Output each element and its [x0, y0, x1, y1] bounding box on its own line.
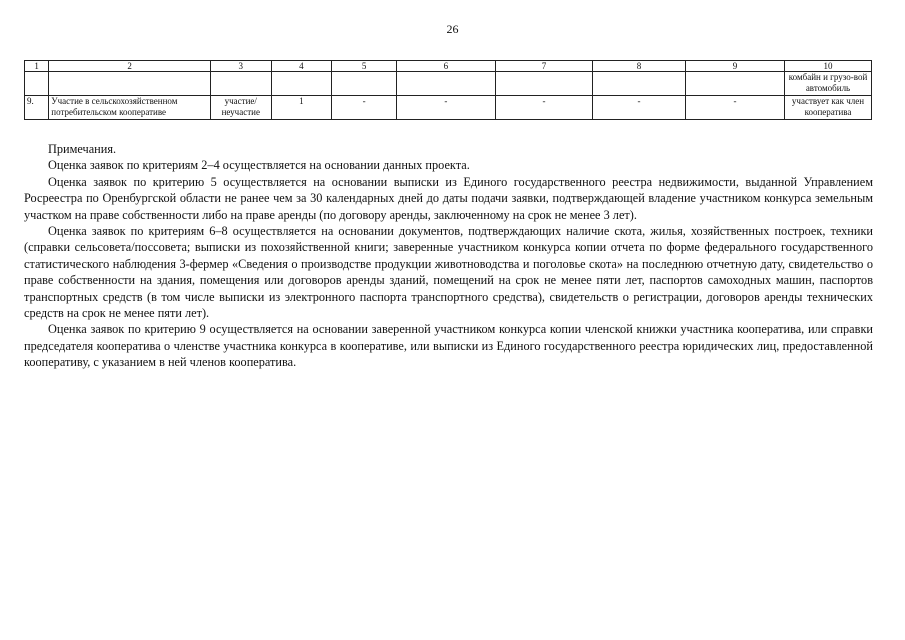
table-cell: 9.	[25, 96, 49, 120]
header-cell: 7	[495, 61, 592, 72]
header-cell: 6	[396, 61, 495, 72]
notes-paragraph: Оценка заявок по критериям 6–8 осуществляется на основании документов, подтверждающих наличие скота, жилья, хозяйственных построек, техники (справки сельсовета/поссовета; выписки из похозяйственной книги; заверенные участником конкурса копии отчета по форме федерального государственного статистического наблюдения 3-фермер «Сведения о производстве продукции животноводства и поголовье скота» на последнюю отчетную дату, свидетельство о праве собственности на здания, помещения или договоров аренды зданий, помещений на срок не менее пяти лет, паспортов самоходных машин, паспортов транспортных средств (в том числе выписки из электронного паспорта транспортного средства), свидетельств о регистрации, договоров аренды технических средств на срок не менее пяти лет).	[24, 224, 873, 321]
table-cell: -	[332, 96, 397, 120]
criteria-table	[24, 60, 872, 120]
table-cell: участие/ неучастие	[210, 96, 271, 120]
notes-paragraph: Оценка заявок по критерию 5 осуществляется на основании выписки из Единого государственного реестра недвижимости, выданной Управлением Росреестра по Оренбургской области не ранее чем за 30 календарных дней до даты подачи заявки, подтверждающей владение участником конкурса земельным участком на праве собственности либо на праве аренды (по договору аренды, заключенному на срок не менее 3 лет).	[24, 174, 873, 222]
table-row-continuation	[25, 72, 872, 96]
table-cell: -	[396, 96, 495, 120]
notes-section	[24, 141, 873, 371]
header-cell: 1	[25, 61, 49, 72]
table-cell: комбайн и грузо-вой автомобиль	[785, 72, 872, 96]
table-cell: Участие в сельскохозяйственном потребительском кооперативе	[49, 96, 211, 120]
table-header-row	[25, 61, 872, 72]
table-cell: -	[592, 96, 685, 120]
header-cell: 2	[49, 61, 211, 72]
table-cell: участвует как член кооператива	[785, 96, 872, 120]
header-cell: 4	[271, 61, 332, 72]
header-cell: 5	[332, 61, 397, 72]
header-cell: 8	[592, 61, 685, 72]
page-number: 26	[446, 22, 459, 36]
notes-paragraph: Оценка заявок по критериям 2–4 осуществляется на основании данных проекта.	[48, 158, 470, 173]
table-row	[25, 96, 872, 120]
header-cell: 3	[210, 61, 271, 72]
table-cell: 1	[271, 96, 332, 120]
table-cell: -	[495, 96, 592, 120]
header-cell: 10	[785, 61, 872, 72]
header-cell: 9	[685, 61, 784, 72]
table-cell: -	[685, 96, 784, 120]
notes-paragraph: Оценка заявок по критерию 9 осуществляется на основании заверенной участником конкурса копии членской книжки участника кооператива, или справки председателя кооператива о членстве участника конкурса в кооперативе, или выписки из Единого государственного реестра юридических лиц, предоставленной кооперативу, с указанием в ней членов кооператива.	[24, 322, 873, 370]
notes-title: Примечания.	[48, 142, 117, 156]
